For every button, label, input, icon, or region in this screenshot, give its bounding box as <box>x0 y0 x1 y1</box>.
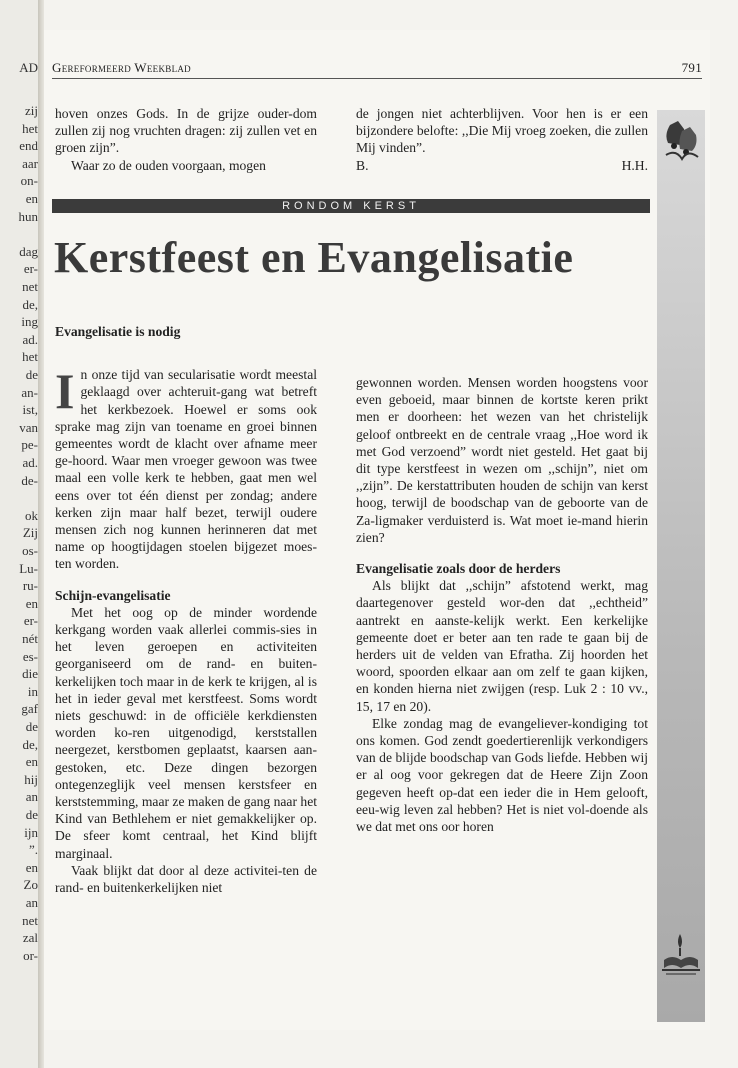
gutter-line: dag <box>19 243 38 259</box>
bells-ornament-icon <box>660 115 702 165</box>
gutter-line: gaf <box>21 701 38 717</box>
article-left-column <box>55 323 317 896</box>
article-paragraph-3: Vaak blijkt dat door al deze activitei-ten de rand- en buitenkerkelijken niet <box>55 862 317 896</box>
gutter-line: or- <box>23 947 38 963</box>
intro-paragraph-1: hoven onzes Gods. In de grijze ouder-dom zullen zij nog vruchten dragen: zij zullen vet en groen zijn”. <box>55 106 317 156</box>
gutter-line: de <box>25 719 38 734</box>
gutter-line: Zo <box>23 877 38 893</box>
gutter-line: het <box>22 349 38 365</box>
article-paragraph-5: Als blijkt dat ,,schijn” afstotend werkt, mag daartegenover gesteld wor-den dat ,,echtheid” aantrekt en aanste-kelijk werkt. Een kerkelijke gemeente doet er beter aan ten rade te gaan bij de herders uit de velden van Efratha. Zij hoorden het woord, spoorden elkaar aan om zelf te gaan kijken, en konden hierna niet zwijgen (resp. Luk 2 : 10 vv., 15, 17 en 20). <box>356 578 648 714</box>
section-label-bar: RONDOM KERST <box>52 199 650 213</box>
gutter-line: zij <box>25 103 38 118</box>
gutter-line: de <box>25 367 38 382</box>
gutter-line: de- <box>21 472 38 488</box>
gutter-line: de, <box>22 296 38 312</box>
gutter-line: ad. <box>22 455 38 470</box>
publication-name: Gereformeerd Weekblad <box>52 60 191 75</box>
intro-paragraph-2: Waar zo de ouden voorgaan, mogen <box>71 157 266 173</box>
intro-right-column <box>356 105 648 174</box>
gutter-line: ”. <box>28 842 38 858</box>
subheading-evangelisatie-herders: Evangelisatie zoals door de herders <box>356 561 561 577</box>
gutter-line: en <box>25 754 38 770</box>
gutter-line: en <box>25 191 38 206</box>
drop-cap: I <box>55 363 75 420</box>
signature-left: B. <box>356 157 369 173</box>
gutter-line: nét <box>22 631 38 646</box>
signature-line <box>356 157 648 174</box>
gutter-line: net <box>22 279 38 294</box>
intro-left-column <box>55 105 317 174</box>
article-title: Kerstfeest en Evangelisatie <box>54 233 574 282</box>
gutter-line: pe- <box>21 437 38 453</box>
gutter-line: zal <box>22 930 38 946</box>
gutter-line: in <box>27 683 38 699</box>
previous-page-fragment <box>0 0 41 1068</box>
gutter-line: en <box>25 595 38 611</box>
gutter-line: Zij <box>22 525 38 541</box>
gutter-line: de, <box>22 736 38 752</box>
gutter-line: er- <box>23 261 38 277</box>
running-head <box>52 60 702 79</box>
gutter-line: ijn <box>24 824 38 840</box>
gutter-line: an <box>25 789 38 805</box>
gutter-line: ad. <box>22 331 38 347</box>
gutter-line: die <box>22 666 38 682</box>
gutter-line: ok <box>25 507 38 523</box>
intro-right-paragraph: de jongen niet achterblijven. Voor hen is er een bijzondere belofte: ,,Die Mij vroeg zoeken, die zullen Mij vinden”. <box>356 106 648 156</box>
gutter-line: aar <box>22 155 38 171</box>
gutter-line: er- <box>23 613 38 629</box>
gutter-line: de <box>25 807 38 822</box>
decorative-side-bar <box>657 110 705 1022</box>
article-paragraph-6: Elke zondag mag de evangeliever-kondiging tot ons komen. God zendt goedertierenlijk verkondigers van de blijde boodschap van Gods liefde. Hebben wij er al oog voor gekregen dat de Heere Zijn Zoon gegeven heeft op-dat een ieder die in Hem gelooft, eeu-wig leven zal hebben? Het is niet vol-doende als we dat met ons oor horen <box>356 715 648 835</box>
article-paragraph-1-text: n onze tijd van secularisatie wordt meestal geklaagd over achteruit-gang wat betreft het kerkbezoek. Hoewel er soms ook sprake mag zijn van toename en groei binnen gemeentes wordt de klacht over afname meer ge-hoord. Waar men vroeger gewoon was twee maal een volle kerk te hebben, gaat men wel eens over tot één dienst per zondag; andere kerken zijn maar half bezet, terwijl oudere mensen zich nog kunnen herinneren dat met name op hoogtijdagen stoelen bijgezet moes-ten worden. <box>55 367 317 572</box>
page-number: 791 <box>681 60 702 75</box>
gutter-line: hij <box>24 771 38 787</box>
article-paragraph-2: Met het oog op de minder wordende kerkgang worden vaak allerlei commis-sies in het leven geroepen en activiteiten georganiseerd om de rand- en buiten-kerkelijken toch maar in de kerk te krijgen, al is het in ieder geval met kerstfeest. Soms wordt niets geschuwd: in de officiële kerkdiensten worden ko-ren uitgenodigd, kerststallen neergezet, kerstbomen geplaatst, kaarsen aan-gestoken, etc. Deze dingen bezorgen ontegenzeglijk veel mensen kerstsfeer en kerststemming, maar ze maken de gang naar het Kind van Bethlehem er niet gemakkelijker op. De sfeer komt centraal, het Kind blijft marginaal. <box>55 604 317 861</box>
gutter-header-fragment: AD <box>19 60 38 75</box>
gutter-line: ist, <box>22 402 38 418</box>
gutter-line: on- <box>20 173 38 189</box>
subheading-schijn-evangelisatie: Schijn-evangelisatie <box>55 587 171 603</box>
gutter-line: en <box>25 859 38 875</box>
gutter-line: hun <box>18 208 38 224</box>
article-paragraph-4: gewonnen worden. Mensen worden hoogstens voor even geboeid, maar binnen de kortste keren prikt men er doorheen: het wezen van het christelijk geloof ontbreekt en de centrale vraag ,,Hoe word ik met God verzoend” wordt niet gesteld. Het gaat bij dit type kerstfeest in wezen om ,,schijn”, niet om ,,zijn”. De kerstattributen houden de schijn van kerst hoog, terwijl de boodschap van de geboorte van de Za-ligmaker verduisterd is. Wat moet ie-mand hierin zien? <box>356 375 648 545</box>
gutter-line: net <box>22 912 38 928</box>
gutter-line: Lu- <box>19 560 38 576</box>
gutter-line: an- <box>21 384 38 400</box>
gutter-line: van <box>19 419 38 435</box>
gutter-line: ru- <box>22 578 38 594</box>
gutter-line: end <box>19 138 38 154</box>
open-bible-ornament-icon <box>660 930 702 980</box>
gutter-line: ing <box>21 314 38 330</box>
subheading-evangelisatie-nodig: Evangelisatie is nodig <box>55 324 181 339</box>
gutter-line: os- <box>22 543 38 558</box>
article-right-column <box>356 374 648 835</box>
gutter-line: an <box>25 895 38 910</box>
signature-right: H.H. <box>621 157 648 173</box>
gutter-line: es- <box>22 648 38 664</box>
article-paragraph-1 <box>55 363 317 572</box>
gutter-line: het <box>22 120 38 136</box>
